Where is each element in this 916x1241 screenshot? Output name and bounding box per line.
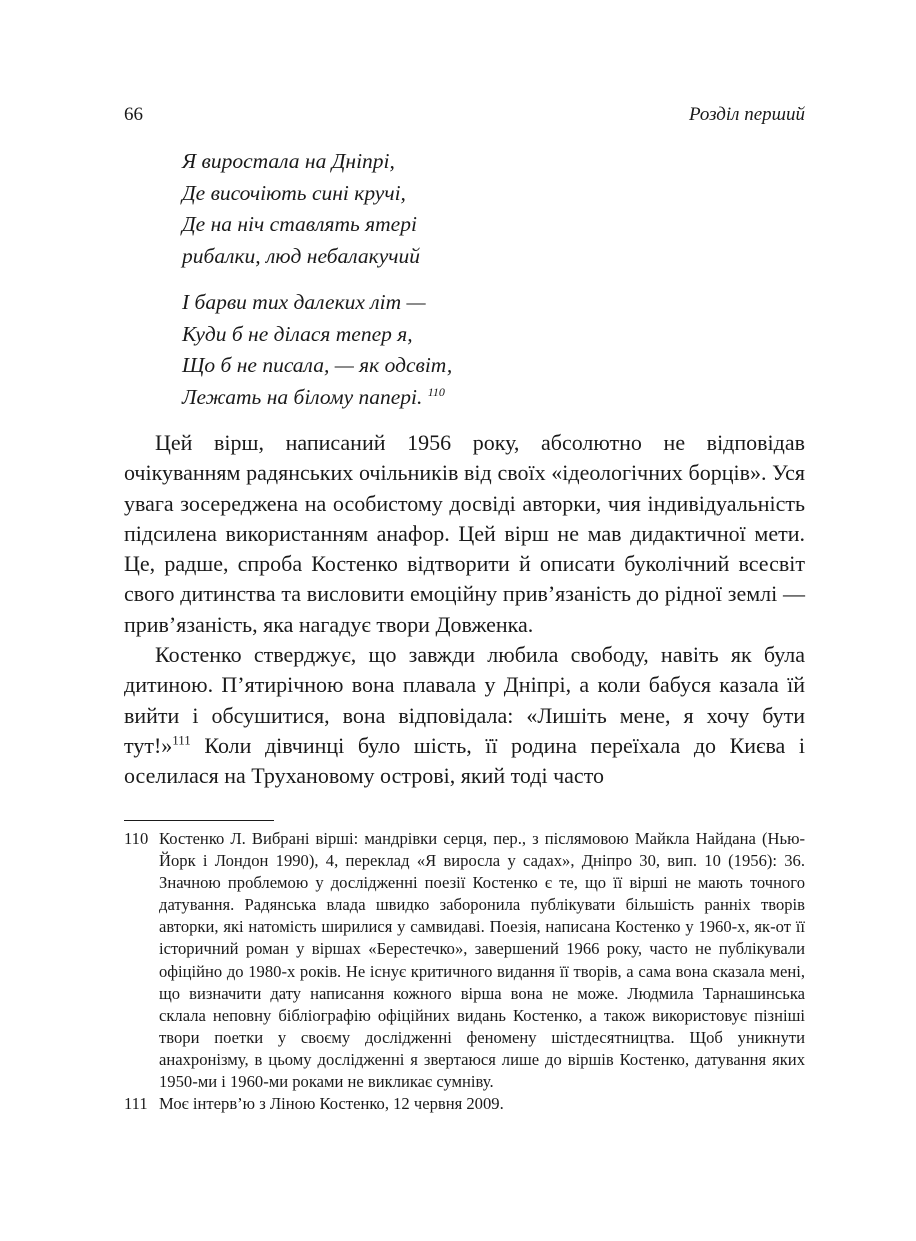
footnote-ref-110[interactable]: 110 (427, 384, 445, 399)
footnote-number: 110 (124, 829, 149, 848)
body-text (124, 428, 805, 792)
footnote-text: Костенко Л. Вибрані вірші: мандрівки серця, пер., з післямовою Майкла Найдана (Нью-Йорк і Лондон 1990), 4, переклад «Я виросла у садах», Дніпро 30, вип. 10 (1956): 36. Значною проблемою у дослідженні поезії Костенко є те, що її вірші не мають точного датування. Радянська влада швидко заборонила публікувати більшість ранніх творів авторки, які натомість ширилися у самвидаві. Поезія, написана Костенко у 1960-х, як-от її історичний роман у віршах «Берестечко», завершений 1966 року, часто не публікували офіційно до 1980-х років. Не існує критичного видання її творів, а сама вона сказала мені, що визначити дату написання кожного вірша вона не може. Людмила Тарнашинська склала неповну бібліографію офіційних видань Костенко, а також використовує пізніші твори поетки у своєму дослідженні феномену шістдесятництва. Щоб уникнути анахронізму, в цьому дослідженні я звертаюся лише до віршів Костенко, датування яких 1950-ми і 1960-ми роками не викликає сумніву. (159, 829, 805, 1092)
running-head: Розділ перший (688, 104, 805, 125)
footnote-text: Моє інтерв’ю з Ліною Костенко, 12 червня 2009. (159, 1094, 504, 1114)
poem-line: Де височіють сині кручі, (182, 180, 406, 205)
footnote-ref-111[interactable]: 111 (172, 732, 191, 748)
poem-line-with-ref (182, 382, 452, 414)
poem-line: Де на ніч ставлять ятері (182, 212, 417, 236)
footnote-111 (124, 1093, 805, 1115)
footnotes (124, 828, 805, 1115)
page-number: 66 (124, 104, 143, 125)
paragraph-1: Цей вірш, написаний 1956 року, абсолютно не відповідав очікуванням радянських очільників від своїх «ідеологічних борців». Уся увага зосереджена на особистому досвіді авторки, чия індивідуальність підсилена використанням анафор. Цей вірш не мав дидактичної мети. Це, радше, спроба Костенко відтворити й описати буколічний всесвіт свого дитинства та висловити емоційну прив’язаність до рідної землі — прив’язаність, яка нагадує твори Довженка. (124, 430, 805, 637)
paragraph-2-text-b: Коли дівчинці було шість, її родина переїхала до Києва і оселилася на Трухановому острові, який тоді часто (124, 732, 805, 789)
poem-line: Куди б не ділася тепер я, (182, 321, 413, 346)
poem-line: Я виростала на Дніпрі, (182, 149, 395, 173)
poem-line: І барви тих далеких літ — (182, 290, 426, 314)
paragraph-2-text-a: Костенко стверджує, що завжди любила свободу, навіть як була дитиною. П’ятирічною вона плавала у Дніпрі, а коли бабуся казала їй вийти і обсушитися, вона відповідала: «Лишіть мене, я хочу бути тут!» (124, 642, 805, 758)
poem-stanza-1 (182, 146, 420, 272)
footnote-number: 111 (124, 1094, 148, 1114)
poem-stanza-2 (182, 287, 452, 413)
poem-line: Що б не писала, — як одсвіт, (182, 353, 453, 377)
paragraph-2 (124, 640, 805, 791)
footnote-110 (124, 828, 805, 1093)
poem-line-text: Лежать на білому папері. (182, 384, 423, 409)
footnote-divider (124, 820, 274, 821)
poem-line: рибалки, люд небалакучий (182, 243, 421, 268)
